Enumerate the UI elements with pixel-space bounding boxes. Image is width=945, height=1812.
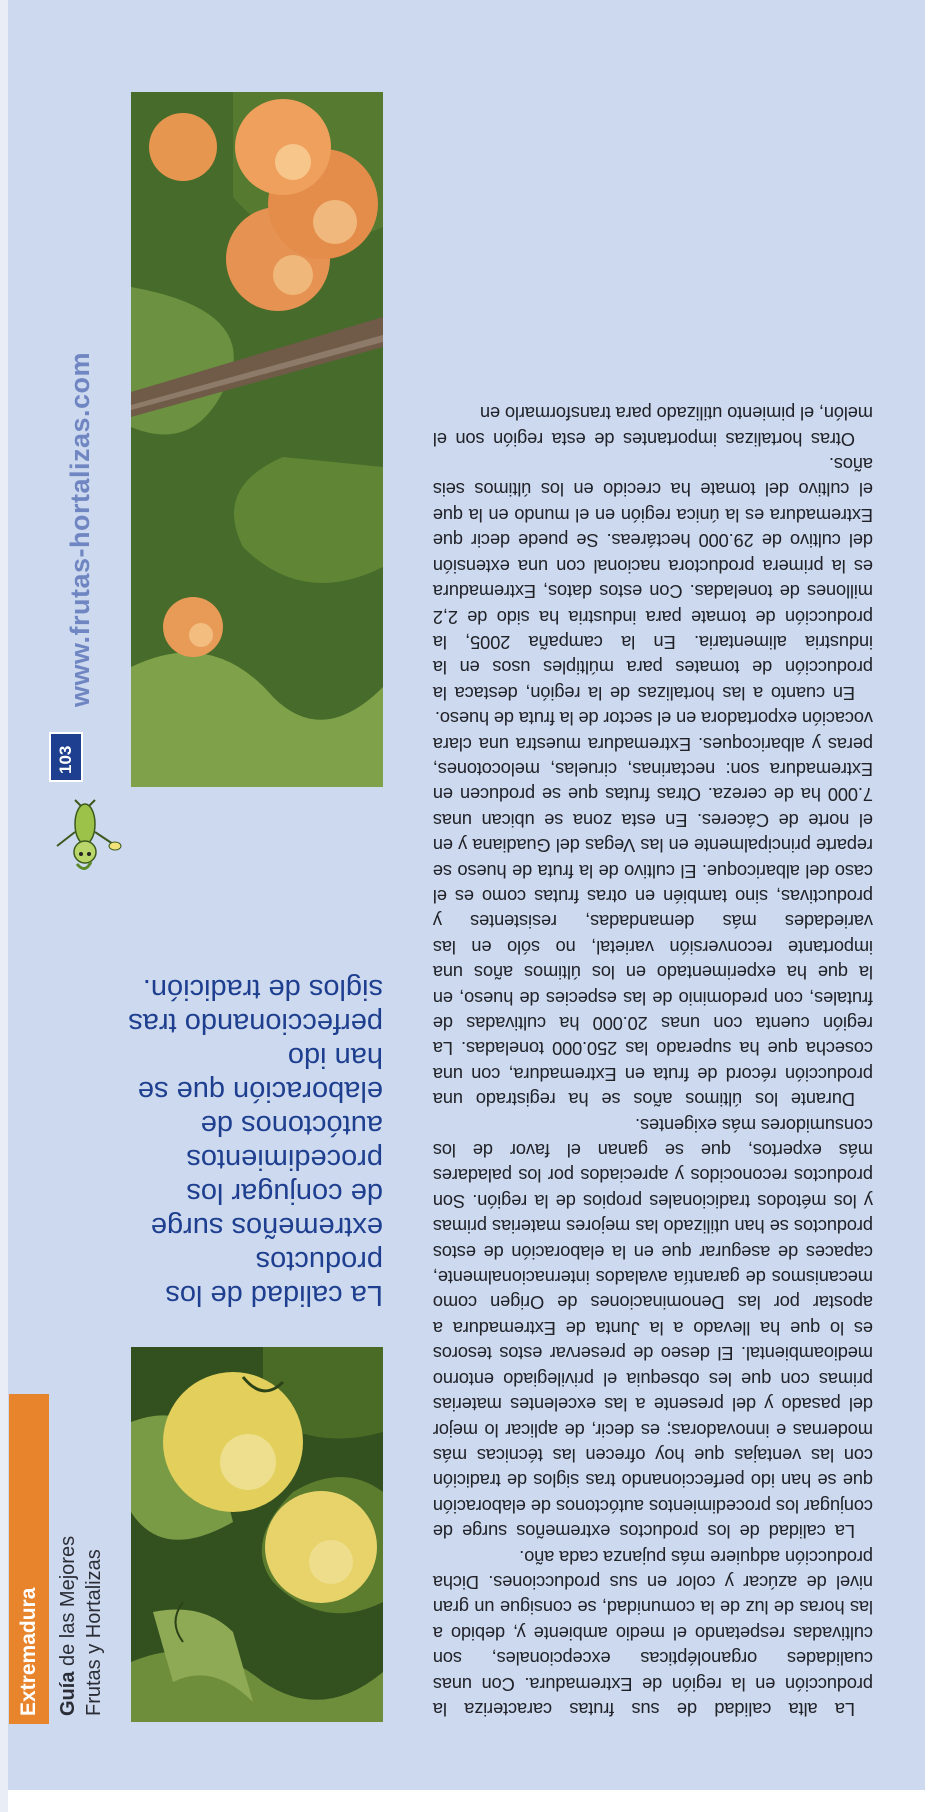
guide-title-bold: Guía xyxy=(57,1671,79,1716)
peach-photo xyxy=(131,92,383,787)
paragraph: En cuanto a las hortalizas de la región, destaca la producción de tomates para múltiples usos en la industria alimentaria. En la campaña 2005, la producción de tomate para industria ha sido de 2,2 millones de toneladas. Con estos datos, Extremadura es la primera productora nacional con una extensión del cultivo de 29.000 hectáreas. Se puede decir que Extremadura es la única región en el mundo en la que el cultivo del tomate ha crecido en los últimos seis años. xyxy=(433,454,873,704)
region-tab xyxy=(9,1394,49,1724)
paragraph: Otras hortalizas importantes de esta región son el melón, el pimiento utilizado para transformarlo en xyxy=(433,403,873,450)
page-number-badge xyxy=(49,732,83,782)
guide-title-rest: de las Mejores xyxy=(57,1535,79,1672)
region-label: Extremadura xyxy=(17,1587,40,1716)
paragraph: Durante los últimos años se ha registrado una producción récord de fruta en Extremadura, con una cosecha que ha superado las 250.000 toneladas. La región cuenta con unas 20.000 ha cultivadas de frutales, con predominio de las especies de hueso, en la que ha experimentado en los últimos años una importante reconversión varietal, no sólo en las variedades más demandadas, resistentes y productivas, sino también en otras frutas como es el caso del albaricoque. El cultivo de la fruta de hueso se reparte principalmente en las Vegas del Guadiana y en el norte de Cáceres. En esta zona se ubican unas 7.000 ha de cereza. Otras frutas que se producen en Extremadura son: nectarinas, ciruelas, melocotones, peras y albaricoques. Extremadura muestra una clara vocación exportadora en el sector de la fruta de hueso. xyxy=(433,708,873,1111)
mascot-icon xyxy=(45,799,125,894)
page-number: 103 xyxy=(56,745,75,774)
paragraph: La alta calidad de sus frutas caracteriza la producción en la región de Extremadura. Con unas cualidades organolépticas excepcionales, son cultivadas respetando el medio ambiente y, debido a las horas de luz de la comunidad, se consigue un gran nivel de azúcar y color en sus producciones. Dicha producción adquiere más pujanza cada año. xyxy=(433,1546,873,1720)
page-margin xyxy=(0,1790,945,1812)
paragraph: La calidad de los productos extremeños surge de conjugar los procedimientos autóctonos de elaboración que se han ido perfeccionando tras siglos de tradición con las ventajas que hoy ofrecen las técnicas más modernas e innovadoras; es decir, de aplicar lo mejor del pasado y del presente a las excelentes materias primas con que les obsequia el privilegiado entorno medioambiental. El deseo de preservar estos tesoros es lo que ha llevado a la Junta de Extremadura a apostar por las Denominaciones de Origen como mecanismos de garantía avalados internacionalmente, capaces de asegurar que en la elaboración de estos productos se han utilizado las mejores materias primas y los métodos tradicionales propios de la región. Son productos reconocidos y apreciados por los paladares más expertos, que se ganan el favor de los consumidores más exigentes. xyxy=(433,1114,873,1543)
guide-title-line1 xyxy=(57,1386,80,1716)
pull-quote: La calidad de los productos extremeños surge de conjugar los procedimientos autóctonos de elaboración que se han ido perfeccionando tras siglos de tradición. xyxy=(128,973,383,1311)
page-margin xyxy=(925,0,945,1812)
page-margin xyxy=(0,0,8,1812)
website-url: www.frutas-hortalizas.com xyxy=(65,351,95,707)
guide-title-line2: Frutas y Hortalizas xyxy=(83,1549,105,1716)
melon-photo xyxy=(131,1347,383,1722)
article-body xyxy=(433,401,873,1722)
